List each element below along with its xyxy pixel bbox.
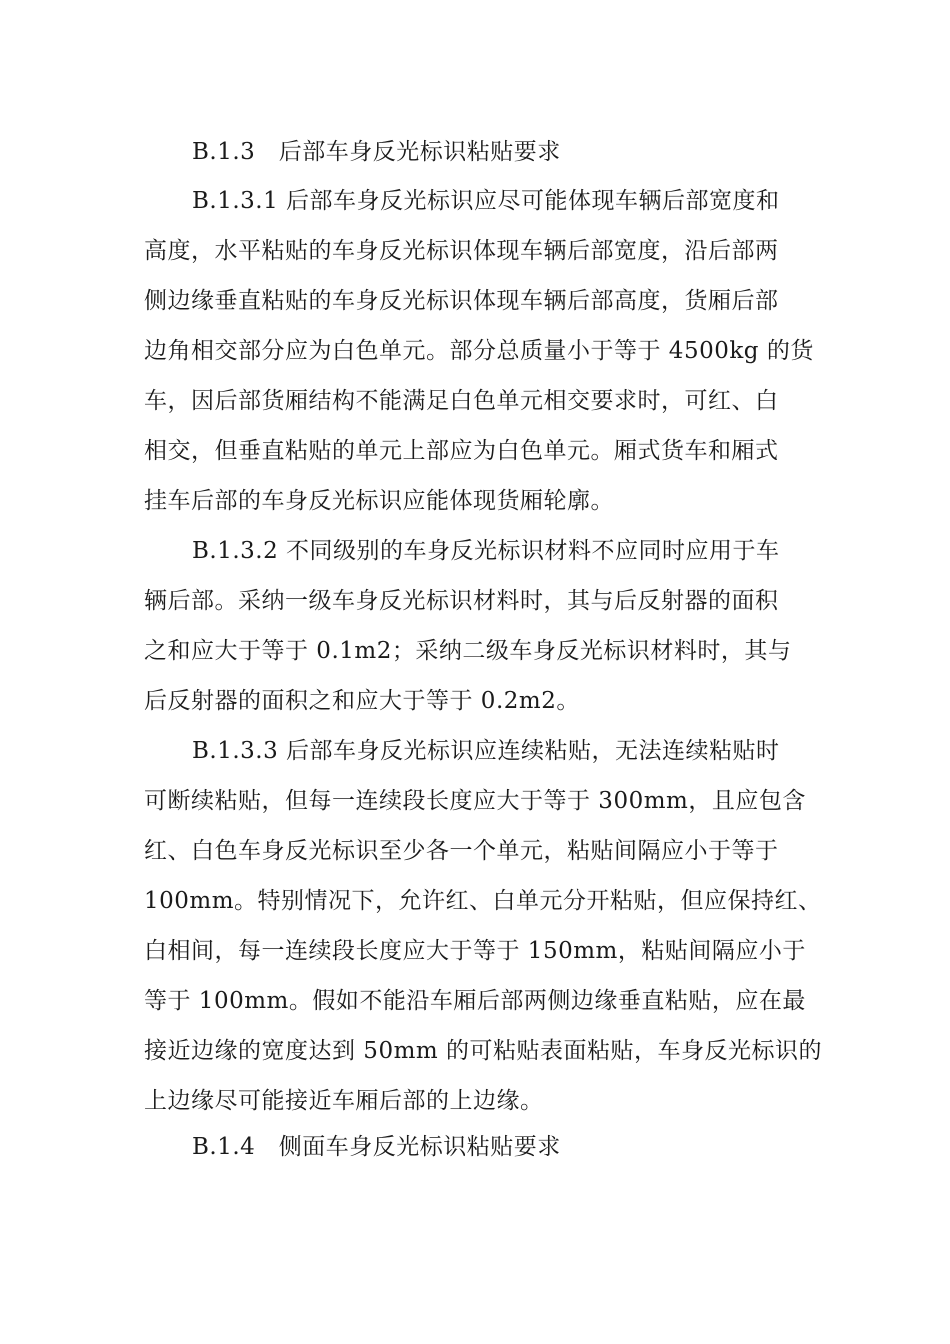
paragraph-b-1-3-2-line-1: B.1.3.2 不同级别的车身反光标识材料不应同时应用于车 — [192, 538, 780, 564]
paragraph-b-1-3-2-line-4: 后反射器的面积之和应大于等于 0.2m2。 — [144, 688, 580, 714]
paragraph-b-1-3-1-line-1: B.1.3.1 后部车身反光标识应尽可能体现车辆后部宽度和 — [192, 188, 780, 214]
paragraph-b-1-3-1-line-3: 侧边缘垂直粘贴的车身反光标识体现车辆后部高度，货厢后部 — [144, 288, 779, 314]
paragraph-b-1-3-3-line-1: B.1.3.3 后部车身反光标识应连续粘贴，无法连续粘贴时 — [192, 738, 780, 764]
paragraph-b-1-3-1-line-5: 车，因后部货厢结构不能满足白色单元相交要求时，可红、白 — [144, 388, 779, 414]
section-heading-b-1-3: B.1.3 后部车身反光标识粘贴要求 — [192, 139, 561, 165]
paragraph-b-1-3-2-line-2: 辆后部。采纳一级车身反光标识材料时，其与后反射器的面积 — [144, 588, 779, 614]
paragraph-b-1-3-3-line-7: 接近边缘的宽度达到 50mm 的可粘贴表面粘贴，车身反光标识的 — [144, 1038, 823, 1064]
paragraph-b-1-3-3-line-4: 100mm。特别情况下，允许红、白单元分开粘贴，但应保持红、 — [144, 888, 822, 914]
paragraph-b-1-3-1-line-6: 相交，但垂直粘贴的单元上部应为白色单元。厢式货车和厢式 — [144, 438, 779, 464]
paragraph-b-1-3-3-line-8: 上边缘尽可能接近车厢后部的上边缘。 — [144, 1088, 544, 1114]
paragraph-b-1-3-2-line-3: 之和应大于等于 0.1m2；采纳二级车身反光标识材料时，其与 — [144, 638, 792, 664]
paragraph-b-1-3-3-line-6: 等于 100mm。假如不能沿车厢后部两侧边缘垂直粘贴，应在最 — [144, 988, 806, 1014]
section-heading-b-1-4: B.1.4 侧面车身反光标识粘贴要求 — [192, 1134, 561, 1160]
paragraph-b-1-3-1-line-4: 边角相交部分应为白色单元。部分总质量小于等于 4500kg 的货 — [144, 338, 814, 364]
paragraph-b-1-3-1-line-7: 挂车后部的车身反光标识应能体现货厢轮廓。 — [144, 488, 614, 514]
paragraph-b-1-3-3-line-5: 白相间，每一连续段长度应大于等于 150mm，粘贴间隔应小于 — [144, 938, 806, 964]
paragraph-b-1-3-1-line-2: 高度，水平粘贴的车身反光标识体现车辆后部宽度，沿后部两 — [144, 238, 779, 264]
paragraph-b-1-3-3-line-2: 可断续粘贴，但每一连续段长度应大于等于 300mm，且应包含 — [144, 788, 806, 814]
paragraph-b-1-3-3-line-3: 红、白色车身反光标识至少各一个单元，粘贴间隔应小于等于 — [144, 838, 779, 864]
